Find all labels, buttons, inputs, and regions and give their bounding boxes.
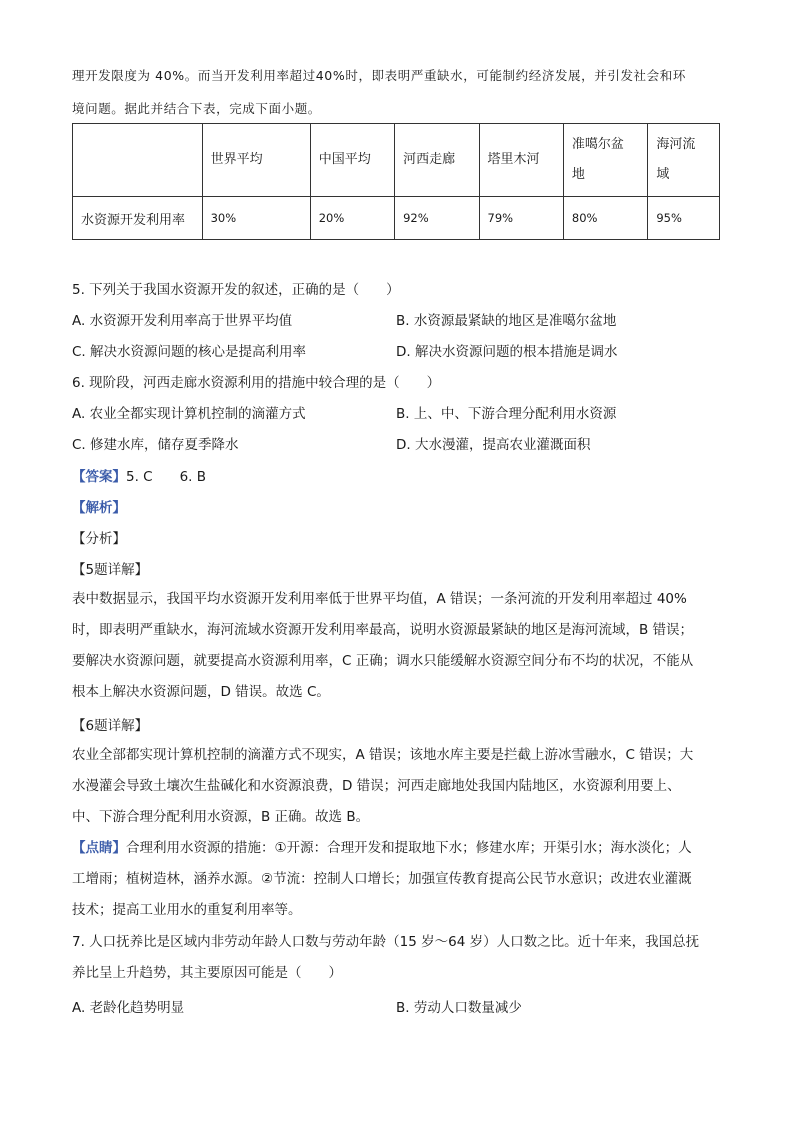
q6-option-c: C. 修建水库，储存夏季降水 [72,437,239,453]
value-haihe: 95% [648,197,720,240]
value-china: 20% [310,197,394,240]
dianjing-line-3: 技术；提高工业用水的重复利用率等。 [72,902,302,918]
value-world: 30% [202,197,310,240]
junggar-line-2: 地 [571,167,585,182]
junggar-line-1: 准噶尔盆 [571,137,624,152]
detail6-line-2: 水漫灌会导致土壤次生盐碱化和水资源浪费，D 错误；河西走廊地处我国内陆地区，水资源利用要上、 [72,778,681,794]
table-header-world: 世界平均 [202,124,310,197]
q7-line-2: 养比呈上升趋势，其主要原因可能是（ ） [72,965,342,981]
detail5-line-4: 根本上解决水资源问题，D 错误。故选 C。 [72,684,330,700]
table-header-junggar [563,124,647,197]
haihe-line-2: 域 [656,167,670,182]
detail6-tag: 【6题详解】 [72,718,149,734]
q5-option-b: B. 水资源最紧缺的地区是准噶尔盆地 [396,313,617,329]
q5-option-a: A. 水资源开发利用率高于世界平均值 [72,313,293,329]
q6-option-b: B. 上、中、下游合理分配利用水资源 [396,406,617,422]
q6-option-d: D. 大水漫灌，提高农业灌溉面积 [396,437,591,453]
dianjing-text-1: 合理利用水资源的措施：①开源：合理开发和提取地下水；修建水库；开渠引水；海水淡化；人 [126,840,692,856]
table-header-china: 中国平均 [310,124,394,197]
table-header-empty [73,124,203,197]
intro-line-1: 理开发限度为 40%。而当开发利用率超过40%时，即表明严重缺水，可能制约经济发展，并引发社会和环 [72,68,686,83]
q5-option-c: C. 解决水资源问题的核心是提高利用率 [72,344,307,360]
detail5-line-1: 表中数据显示，我国平均水资源开发利用率低于世界平均值，A 错误；一条河流的开发利用率超过 40% [72,591,687,607]
value-tarim: 79% [479,197,563,240]
q7-option-a: A. 老龄化趋势明显 [72,1000,185,1016]
q7-line-1: 7. 人口抚养比是区域内非劳动年龄人口数与劳动年龄（15 岁～64 岁）人口数之比。近十年来，我国总抚 [72,934,700,950]
table-header-hexi: 河西走廊 [395,124,479,197]
q6-option-a: A. 农业全都实现计算机控制的滴灌方式 [72,406,306,422]
q6-stem: 6. 现阶段，河西走廊水资源利用的措施中较合理的是（ ） [72,375,441,391]
table-row [73,197,720,240]
detail6-line-1: 农业全部都实现计算机控制的滴灌方式不现实，A 错误；该地水库主要是拦截上游冰雪融水，C 错误；大 [72,747,694,763]
answer-text: 5. C 6. B [126,469,207,485]
answer-tag: 【答案】 [72,469,126,485]
detail5-paragraph [72,584,722,708]
q7-option-b: B. 劳动人口数量减少 [396,1000,522,1016]
answer-line [72,465,206,485]
dianjing-line-1 [72,833,722,864]
dianjing-paragraph [72,833,722,926]
table-header-haihe [648,124,720,197]
q5-stem: 5. 下列关于我国水资源开发的叙述，正确的是（ ） [72,282,400,298]
table-row-label: 水资源开发利用率 [73,197,203,240]
fenxi-tag: 【分析】 [72,531,126,547]
intro-line-2: 境问题。据此并结合下表，完成下面小题。 [72,101,321,116]
detail5-line-2: 时，即表明严重缺水，海河流域水资源开发利用率最高，说明水资源最紧缺的地区是海河流域，B 错误； [72,622,694,638]
haihe-line-1: 海河流 [656,137,696,152]
dianjing-line-2: 工增雨；植树造林，涵养水源。②节流：控制人口增长；加强宣传教育提高公民节水意识；改进农业灌溉 [72,871,692,887]
table-header-tarim: 塔里木河 [479,124,563,197]
table-header-row [73,124,720,197]
value-hexi: 92% [395,197,479,240]
value-junggar: 80% [563,197,647,240]
detail5-tag: 【5题详解】 [72,562,149,578]
q5-option-d: D. 解决水资源问题的根本措施是调水 [396,344,618,360]
water-resource-table [72,123,720,240]
q7-stem [72,927,722,989]
detail5-line-3: 要解决水资源问题，就要提高水资源利用率，C 正确；调水只能缓解水资源空间分布不均的状况，不能从 [72,653,694,669]
dianjing-tag: 【点睛】 [72,840,126,856]
analysis-tag: 【解析】 [72,500,126,516]
detail6-line-3: 中、下游合理分配利用水资源，B 正确。故选 B。 [72,809,370,825]
detail6-paragraph [72,740,722,833]
